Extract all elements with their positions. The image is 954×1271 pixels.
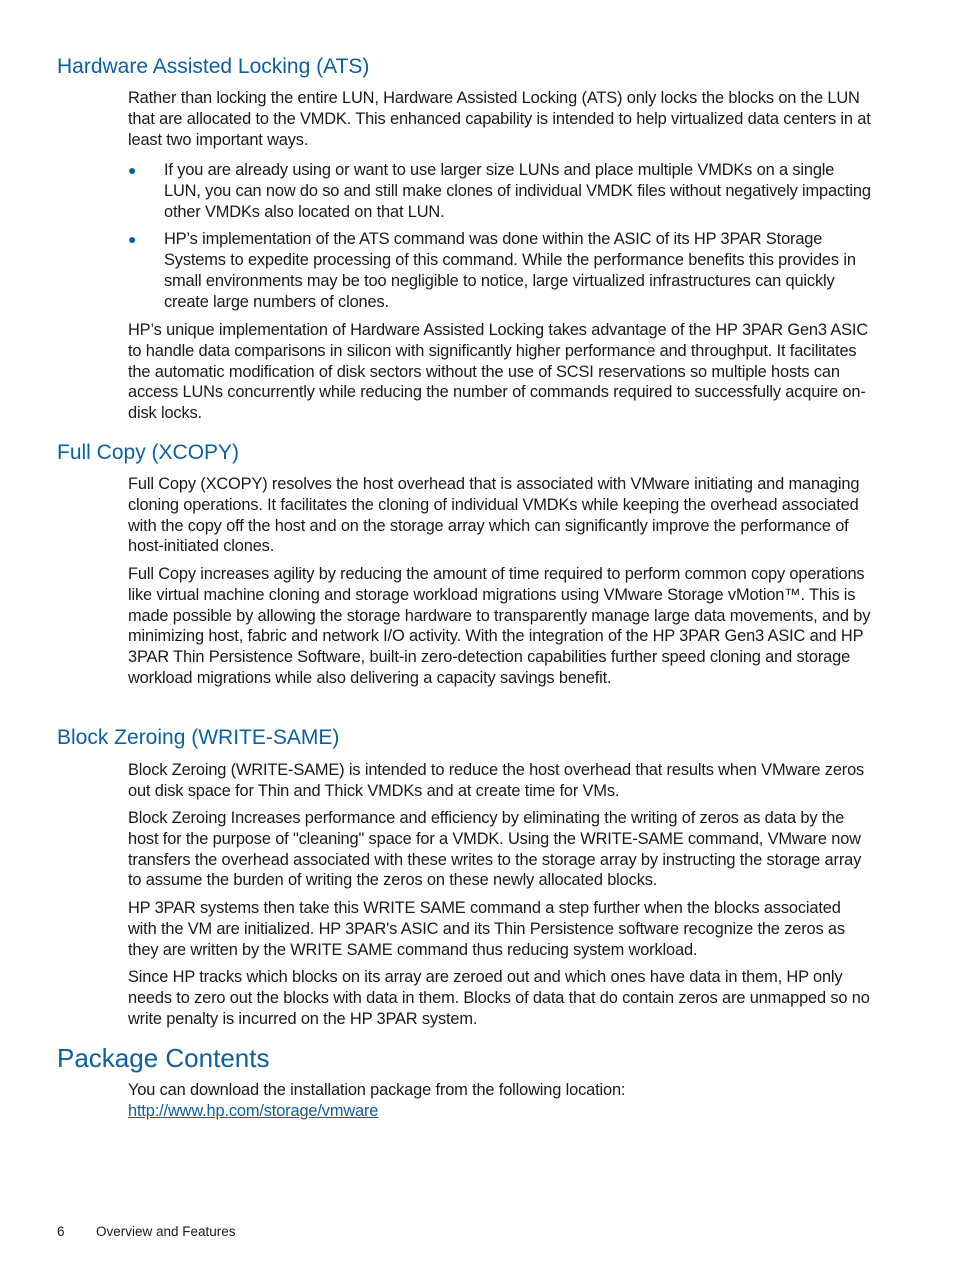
list-item — [128, 160, 873, 222]
list-item-text: If you are already using or want to use larger size LUNs and place multiple VMDKs on a single LUN, you can now do so and still make clones of individual VMDK files without negatively impacting other VMDKs also located on that LUN. — [164, 161, 871, 221]
page-number: 6 — [57, 1224, 65, 1239]
package-text: You can download the installation package from the following location: — [128, 1081, 626, 1099]
heading-xcopy: Full Copy (XCOPY) — [57, 441, 240, 464]
package-paragraph — [128, 1080, 873, 1122]
ats-closing-paragraph: HP’s unique implementation of Hardware Assisted Locking takes advantage of the HP 3PAR Gen3 ASIC to handle data comparisons in silicon with significantly higher performance and throughput. It facilitates the automatic modification of disk sectors without the use of SCSI reservations so multiple hosts can access LUNs concurrently while reducing the number of commands required to successfully acquire on-disk locks. — [128, 321, 868, 423]
write-same-paragraph-2: Block Zeroing Increases performance and efficiency by eliminating the writing of zeros as data by the host for the purpose of "cleaning" space for a VMDK. Using the WRITE-SAME command, VMware now transfers the overhead associated with these writes to the storage array by instructing the storage array to assume the burden of writing the zeros on these newly allocated blocks. — [128, 809, 862, 890]
page-footer — [57, 1223, 236, 1241]
write-same-paragraph-1: Block Zeroing (WRITE-SAME) is intended to reduce the host overhead that results when VMware zeros out disk space for Thin and Thick VMDKs and at create time for VMs. — [128, 761, 865, 800]
bullet-dot-icon: ● — [128, 162, 137, 178]
xcopy-paragraph-1: Full Copy (XCOPY) resolves the host overhead that is associated with VMware initiating and managing cloning operations. It facilitates the cloning of individual VMDKs while keeping the overhead associated with the copy off the host and on the storage array which can significantly improve the performance of host-initiated clones. — [128, 475, 860, 556]
list-item — [128, 229, 873, 312]
download-link[interactable]: http://www.hp.com/storage/vmware — [128, 1101, 379, 1120]
bullet-dot-icon: ● — [128, 231, 137, 248]
list-item-text: HP’s implementation of the ATS command was done within the ASIC of its HP 3PAR Storage Systems to expedite processing of this command. While the performance benefits this provides in small environments may be too negligible to notice, large virtualized infrastructures can quickly create large numbers of clones. — [164, 230, 856, 311]
heading-package-contents: Package Contents — [57, 1043, 270, 1073]
write-same-paragraph-3: HP 3PAR systems then take this WRITE SAME command a step further when the blocks associated with the VM are initialized. HP 3PAR's ASIC and its Thin Persistence software recognize the zeros as they are written by the WRITE SAME command thus reducing system workload. — [128, 899, 845, 959]
xcopy-paragraph-2: Full Copy increases agility by reducing the amount of time required to perform common copy operations like virtual machine cloning and storage workload migrations using VMware Storage vMotion™. This is made possible by allowing the storage hardware to transparently manage large data movements, and by minimizing host, fabric and network I/O activity. With the integration of the HP 3PAR Gen3 ASIC and HP 3PAR Thin Persistence Software, built-in zero-detection capabilities further speed cloning and storage workload migrations while also delivering a capacity savings benefit. — [128, 565, 871, 687]
heading-ats: Hardware Assisted Locking (ATS) — [57, 55, 370, 78]
heading-write-same: Block Zeroing (WRITE-SAME) — [57, 726, 340, 749]
ats-intro-paragraph: Rather than locking the entire LUN, Hardware Assisted Locking (ATS) only locks the blocks on the LUN that are allocated to the VMDK. This enhanced capability is intended to help virtualized data centers in at least two important ways. — [128, 89, 871, 149]
chapter-title: Overview and Features — [96, 1224, 236, 1239]
ats-bullet-list — [128, 160, 873, 313]
write-same-paragraph-4: Since HP tracks which blocks on its array are zeroed out and which ones have data in them, HP only needs to zero out the blocks with data in them. Blocks of data that do contain zeros are unmapped so no write penalty is incurred on the HP 3PAR system. — [128, 968, 870, 1028]
